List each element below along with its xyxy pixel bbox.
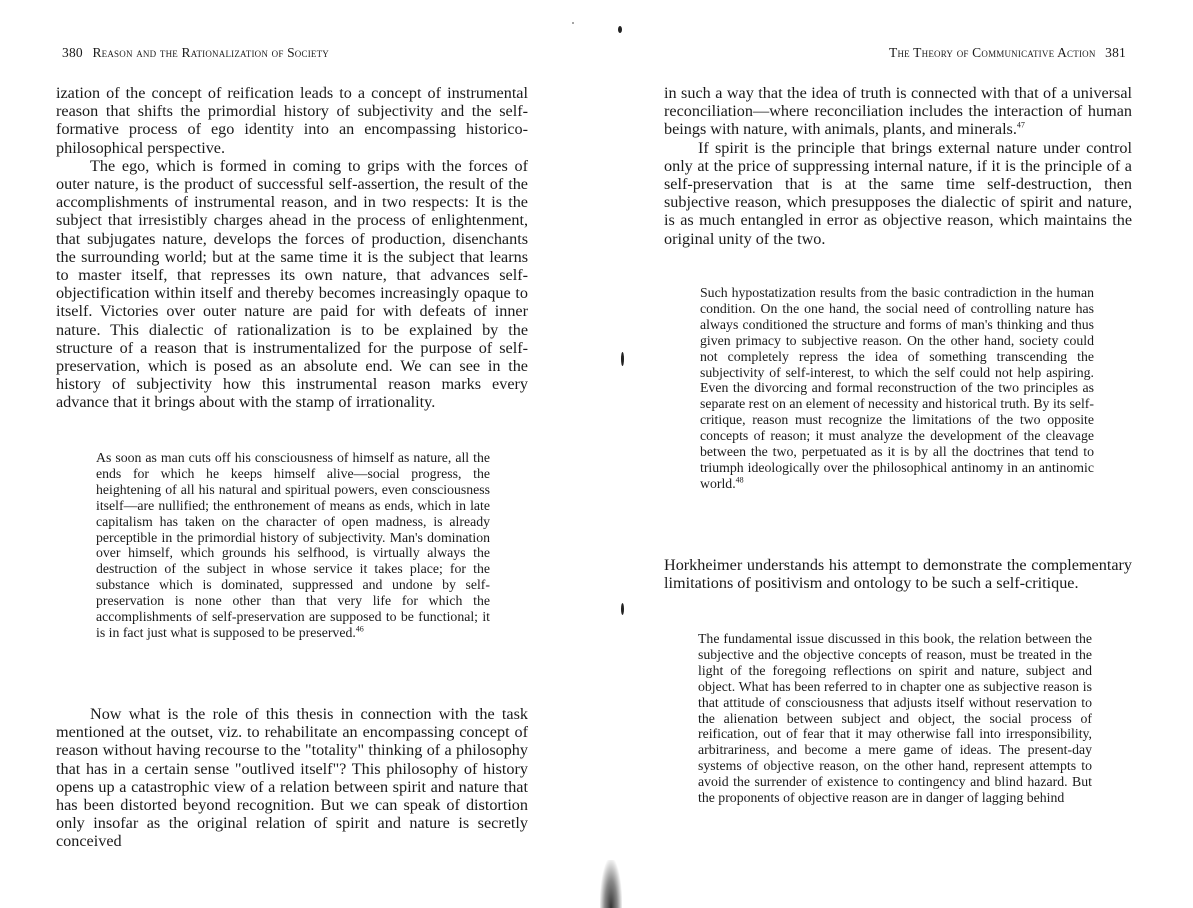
right-quote-2-text: The fundamental issue discussed in this book, the relation between the subjective and the objective concepts of reason, must be treated in the light of the foregoing reflections on spirit and nature, subject and object. What has been referred to in chapter one as subjective reason is that attitude of consciousness that adjusts itself without reservation to the alienation between subject and object, the social process of reification, out of fear that it may otherwise fall into irresponsibility, arbitrariness, and become a mere game of ideas. The present-day systems of objective reason, on the other hand, represent attempts to avoid the surrender of existence to contingency and blind hazard. But the proponents of objective reason are in danger of lagging behind <box>698 631 1092 806</box>
footnote-ref-48: 48 <box>735 475 744 485</box>
footnote-ref-47: 47 <box>1016 121 1025 131</box>
binding-shadow <box>600 860 622 908</box>
gutter-mark <box>621 352 624 366</box>
right-body-top <box>664 84 1132 248</box>
left-body-bottom <box>56 705 528 851</box>
left-block-quote <box>96 450 490 641</box>
left-quote-text: As soon as man cuts off his consciousness of himself as nature, all the ends for which he keeps himself alive—social progress, the heightening of all his natural and spiritual powers, even consciousness itself—are nullified; the enthronement of means as ends, which in late capitalism has taken on the character of open madness, is already perceptible in the primordial history of subjectivity. Man's domination over himself, which grounds his selfhood, is virtually always the destruction of the subject in whose service it takes place; for the substance which is dominated, suppressed and undone by self-preservation is none other than that very life for which the accomplishments of self-preservation are supposed to be functional; it is in fact just what is supposed to be preserved. <box>96 450 490 640</box>
footnote-ref-46: 46 <box>355 624 364 634</box>
left-running-head <box>56 45 329 61</box>
left-body-top <box>56 84 528 412</box>
right-block-quote-1 <box>700 285 1094 492</box>
right-header-title: The Theory of Communicative Action <box>889 45 1096 60</box>
gutter-mark <box>618 26 622 33</box>
gutter-mark <box>621 603 624 615</box>
left-paragraph-3: Now what is the role of this thesis in connection with the task mentioned at the outset, viz. to rehabilitate an encompassing concept of reason without having recourse to the "totality" thinking of a philosophy that has in a certain sense "outlived itself"? This philosophy of history opens up a catastrophic view of a relation between spirit and nature that has been distorted beyond recognition. But we can speak of distortion only insofar as the original relation of spirit and nature is secretly conceived <box>56 705 528 851</box>
page-gutter <box>560 0 640 908</box>
right-running-head <box>889 45 1132 61</box>
left-paragraph-2: The ego, which is formed in coming to grips with the forces of outer nature, is the product of successful self-assertion, the result of the accomplishments of instrumental reason, and in two respects: It is the subject that irresistibly charges ahead in the process of enlightenment, that subjugates nature, develops the forces of production, disenchants the surrounding world; but at the same time it is the subject that learns to master itself, that represses its own nature, that advances self-objectification within itself and thereby becomes increasingly opaque to itself. Victories over outer nature are paid for with defeats of inner nature. This dialectic of rationalization is to be explained by the structure of a reason that is instrumentalized for the purpose of self-preservation, which is posed as an absolute end. We can see in the history of subjectivity how this instrumental reason marks every advance that it brings about with the stamp of irrationality. <box>56 156 528 412</box>
gutter-mark <box>572 22 574 24</box>
right-paragraph-3: Horkheimer understands his attempt to demonstrate the complementary limitations of positivism and ontology to be such a self-critique. <box>664 556 1132 593</box>
left-page-number: 380 <box>62 45 83 60</box>
right-paragraph-2: If spirit is the principle that brings external nature under control only at the price of suppressing internal nature, if it is the principle of a self-preservation that is at the same time self-destruction, then subjective reason, which presupposes the dialectic of spirit and nature, is as much entangled in error as objective reason, which maintains the original unity of the two. <box>664 138 1132 248</box>
left-paragraph-1: ization of the concept of reification leads to a concept of instrumental reason that shifts the primordial history of subjectivity and the self-formative process of ego identity into an encompassing historico-philosophical perspective. <box>56 84 528 157</box>
right-block-quote-2 <box>698 631 1092 806</box>
right-quote-1-text: Such hypostatization results from the basic contradiction in the human condition. On the one hand, the social need of controlling nature has always conditioned the structure and forms of man's thinking and thus given primacy to subjective reason. On the other hand, society could not completely repress the idea of something transcending the subjectivity of self-interest, to which the self could not help aspiring. Even the divorcing and formal reconstruction of the two principles as separate rest on an element of necessity and historical truth. By its self-critique, reason must recognize the limitations of the two opposite concepts of reason; it must analyze the development of the cleavage between the two, perpetuated as it is by all the doctrines that tend to triumph ideologically over the philosophical antinomy in an antinomic world. <box>700 285 1094 491</box>
right-paragraph-1: in such a way that the idea of truth is connected with that of a universal reconciliation—where reconciliation includes the interaction of human beings with nature, with animals, plants, and minerals. <box>664 84 1132 139</box>
left-header-title: Reason and the Rationalization of Society <box>92 45 330 60</box>
right-page-number: 381 <box>1105 45 1126 60</box>
right-body-middle <box>664 556 1132 592</box>
